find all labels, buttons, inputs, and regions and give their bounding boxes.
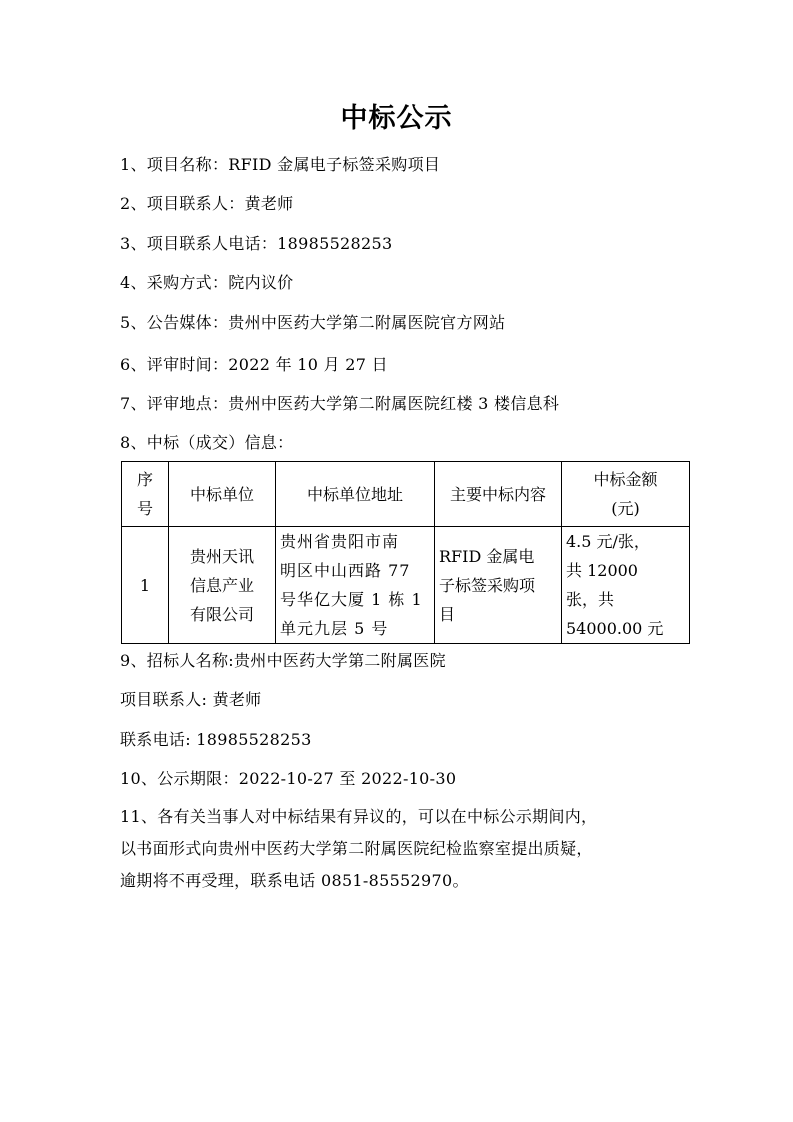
item-announcement-media: 5、公告媒体：贵州中医药大学第二附属医院官方网站 (120, 313, 506, 332)
award-table (121, 461, 690, 644)
cell-content: RFID 金属电 子标签采购项 目 (435, 527, 562, 644)
item-publicity-period: 10、公示期限：2022-10-27 至 2022-10-30 (120, 769, 457, 788)
header-amount: 中标金额 (元) (562, 462, 690, 527)
item-award-info-heading: 8、中标（成交）信息： (120, 433, 294, 452)
item-objection-notice-line1: 11、各有关当事人对中标结果有异议的，可以在中标公示期间内， (120, 807, 598, 826)
item-contact-phone: 3、项目联系人电话：18985528253 (120, 234, 393, 253)
cell-seq: 1 (122, 527, 169, 644)
item-tenderer-contact: 项目联系人: 黄老师 (120, 690, 262, 709)
item-review-time: 6、评审时间：2022 年 10 月 27 日 (120, 355, 388, 374)
item-contact-person: 2、项目联系人：黄老师 (120, 194, 294, 213)
header-content: 主要中标内容 (435, 462, 562, 527)
header-seq: 序 号 (122, 462, 169, 527)
item-tenderer-name: 9、招标人名称:贵州中医药大学第二附属医院 (120, 651, 446, 670)
item-procurement-method: 4、采购方式：院内议价 (120, 273, 294, 292)
cell-address: 贵州省贵阳市南 明区中山西路 77 号华亿大厦 1 栋 1 单元九层 5 号 (276, 527, 435, 644)
item-tenderer-phone: 联系电话: 18985528253 (120, 730, 312, 749)
table-row (122, 527, 690, 644)
cell-winner: 贵州天讯 信息产业 有限公司 (169, 527, 276, 644)
item-project-name: 1、项目名称：RFID 金属电子标签采购项目 (120, 155, 441, 174)
header-address: 中标单位地址 (276, 462, 435, 527)
table-header-row (122, 462, 690, 527)
cell-amount: 4.5 元/张， 共 12000 张，共 54000.00 元 (562, 527, 690, 644)
item-review-location: 7、评审地点：贵州中医药大学第二附属医院红楼 3 楼信息科 (120, 394, 560, 413)
item-objection-notice-line3: 逾期将不再受理，联系电话 0851-85552970。 (120, 871, 469, 890)
page-title: 中标公示 (340, 103, 453, 134)
item-objection-notice-line2: 以书面形式向贵州中医药大学第二附属医院纪检监察室提出质疑， (120, 839, 593, 858)
header-winner: 中标单位 (169, 462, 276, 527)
